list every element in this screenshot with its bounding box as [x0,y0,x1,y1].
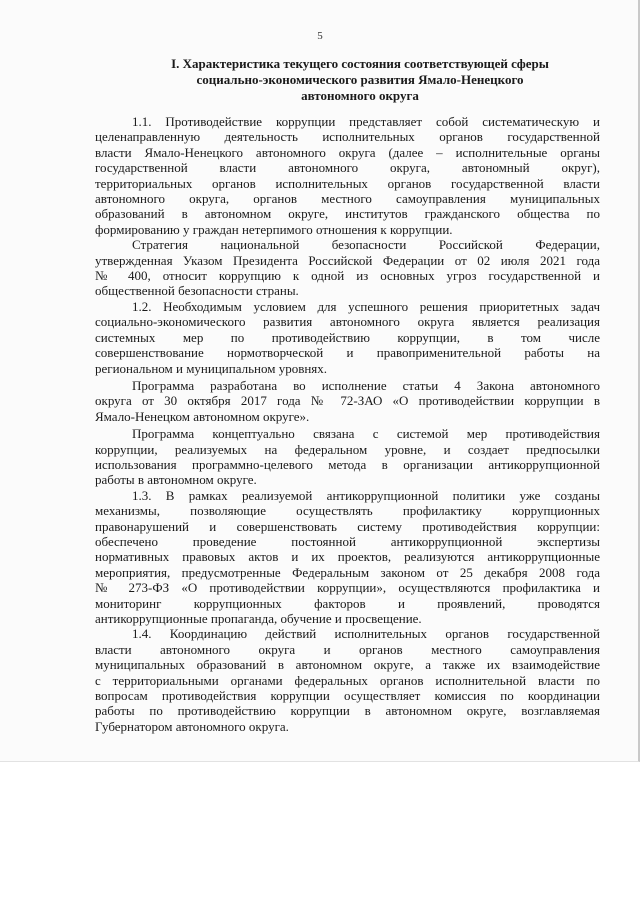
paragraph-1-3 [95,488,600,627]
document-body [95,114,600,734]
text-line: № 273-ФЗ «О противодействии коррупции», осуществляются профилактика и [95,580,600,596]
title-line: I. Характеристика текущего состояния соответствующей сферы [171,56,549,71]
text-line: Программа концептуально связана с системой мер противодействия [132,426,600,442]
section-title [100,56,620,104]
text-line: № 400, относит коррупцию к одной из основных угроз государственной и [95,268,600,284]
text-line: системных мер по противодействию коррупции, в том числе [95,329,600,345]
text-line: общественной безопасности страны. [95,283,299,299]
paragraph-1-4 [95,626,600,734]
text-line: 1.4. Координацию действий исполнительных органов государственной [132,626,600,642]
paragraph-1-1 [95,114,600,237]
text-line: с территориальными органами федеральных органов исполнительной власти по [95,672,600,688]
text-line: округа от 30 октября 2017 года № 72-ЗАО «О противодействии коррупции в [95,393,600,409]
text-line: 1.2. Необходимым условием для успешного решения приоритетных задач [132,298,600,314]
text-line: 1.1. Противодействие коррупции представляет собой систематическую и [132,114,600,129]
text-line: работы по противодействию коррупции в автономном округе, возглавляемая [95,703,600,719]
text-line: Ямало-Ненецком автономном округе». [95,408,310,424]
text-line: образований в автономном округе, институтов гражданского общества по [95,206,600,222]
text-line: автономного округа, органов местного самоуправления муниципальных [95,191,600,207]
title-line: социально-экономического развития Ямало-Ненецкого [196,72,524,87]
text-line: совершенствование нормотворческой и правоприменительной работы на [95,345,600,361]
text-line: муниципальных образований в автономном округе, а также их взаимодействие [95,657,600,673]
text-line: правонарушений и совершенствовать систему противодействия коррупции: [95,518,600,534]
text-line: обеспечено проведение постоянной антикоррупционной экспертизы [95,533,600,549]
text-line: социально-экономического развития автономного округа является реализация [95,314,600,330]
paragraph-strategy [95,237,600,299]
text-line: целенаправленную деятельность исполнительных органов государственной [95,129,600,145]
text-line: коррупции, реализуемых на федеральном уровне, и создает предпосылки [95,441,600,457]
text-line: утвержденная Указом Президента Российской Федерации от 02 июля 2021 года [95,252,600,268]
text-line: 1.3. В рамках реализуемой антикоррупционной политики уже созданы [132,487,600,503]
text-line: Программа разработана во исполнение статьи 4 Закона автономного [132,377,600,393]
page-number: 5 [317,30,323,42]
paragraph-program-basis [95,378,600,424]
text-line: антикоррупционные пропаганда, обучение и просвещение. [95,611,422,626]
text-line: государственной власти автономного округа, автономный округ), [95,160,600,176]
text-line: территориальных органов исполнительных органов государственной власти [95,175,600,191]
text-line: Губернатором автономного округа. [95,718,289,734]
text-line: использования программно-целевого метода в организации антикоррупционной [95,456,600,472]
text-line: власти автономного округа и органов местного самоуправления [95,641,600,657]
title-line: автономного округа [301,88,419,103]
text-line: механизмы, позволяющие осуществлять профилактику коррупционных [95,503,600,519]
text-line: вопросам противодействия коррупции осуществляет комиссия по координации [95,688,600,704]
text-line: нормативных правовых актов и их проектов, реализуются антикоррупционные [95,549,600,565]
paragraph-program-link [95,426,600,488]
paragraph-1-2 [95,299,600,376]
text-line: мероприятия, предусмотренные Федеральным законом от 25 декабря 2008 года [95,564,600,580]
text-line: мониторинг коррупционных факторов и проявлений, проводятся [95,595,600,611]
text-line: власти Ямало-Ненецкого автономного округа (далее – исполнительные органы [95,144,600,160]
text-line: Стратегия национальной безопасности Российской Федерации, [132,237,600,253]
text-line: формированию у граждан нетерпимого отношения к коррупции. [95,221,453,237]
text-line: работы в автономном округе. [95,472,257,488]
text-line: региональном и муниципальном уровнях. [95,360,328,376]
